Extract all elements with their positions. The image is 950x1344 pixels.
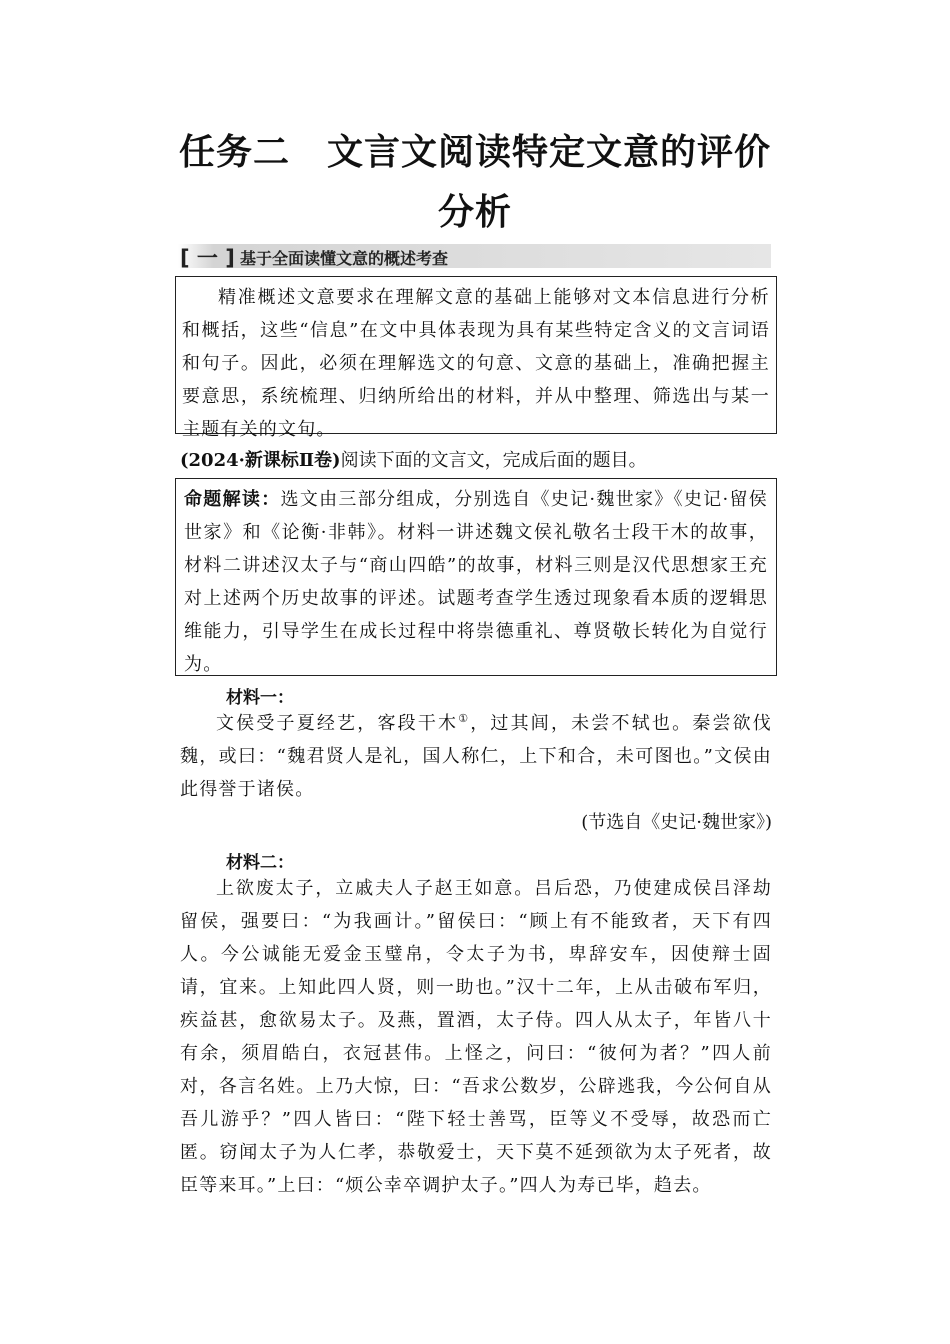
page-title-line2: 分析 bbox=[437, 192, 512, 233]
method-box bbox=[175, 276, 777, 440]
source-tag: (2024·新课标Ⅱ卷) bbox=[180, 450, 341, 471]
section-number: [ 一 ] bbox=[180, 246, 235, 270]
analysis-paragraph bbox=[184, 483, 768, 681]
material1-paragraph bbox=[180, 707, 772, 806]
material2-paragraph: 上欲废太子，立戚夫人子赵王如意。吕后恐，乃使建成侯吕泽劫留侯，强要曰：“为我画计。”留侯曰：“顾上有不能致者，天下有四人。今公诚能无爱金玉璧帛，令太子为书，卑辞安车，因使辩士固请，宜来。上知此四人贤，则一助也。”汉十二年，上从击破布军归，疾益甚，愈欲易太子。及燕，置酒，太子侍。四人从太子，年皆八十有余，须眉皓白，衣冠甚伟。上怪之，问曰：“彼何为者？”四人前对，各言名姓。上乃大惊，曰：“吾求公数岁，公辟逃我，今公何自从吾儿游乎？”四人皆曰：“陛下轻士善骂，臣等义不受辱，故恐而亡匿。窃闻太子为人仁孝，恭敬爱士，天下莫不延颈欲为太子死者，故臣等来耳。”上曰：“烦公幸卒调护太子。”四人为寿已毕，趋去。 bbox=[180, 878, 772, 1196]
material1-text-b: ，过其闾，未尝不轼也。秦尝欲伐魏，或曰：“魏君贤人是礼，国人称仁，上下和合，未可图也。”文侯由此得誉于诸侯。 bbox=[180, 713, 773, 800]
material2-body bbox=[180, 872, 772, 1202]
analysis-label: 命题解读： bbox=[184, 489, 281, 510]
section-label: 基于全面读懂文意的概述考查 bbox=[240, 249, 449, 268]
material1-body bbox=[180, 707, 772, 806]
material1-citation: (节选自《史记·魏世家》) bbox=[581, 812, 772, 833]
source-instruction: 阅读下面的文言文，完成后面的题目。 bbox=[340, 450, 647, 471]
source-line bbox=[180, 446, 647, 472]
material2-heading: 材料二： bbox=[226, 853, 294, 873]
analysis-text: 选文由三部分组成，分别选自《史记·魏世家》《史记·留侯世家》和《论衡·非韩》。材料一讲述魏文侯礼敬名士段干木的故事，材料二讲述汉太子与“商山四皓”的故事，材料三则是汉代思想家王充对上述两个历史故事的评述。试题考查学生透过现象看本质的逻辑思维能力，引导学生在成长过程中将崇德重礼、尊贤敬长转化为自觉行为。 bbox=[184, 489, 769, 675]
method-text: 精准概述文意要求在理解文意的基础上能够对文本信息进行分析和概括，这些“信息”在文中具体表现为具有某些特定含义的文言词语和句子。因此，必须在理解选文的句意、文意的基础上，准确把握主要意思，系统梳理、归纳所给出的材料，并从中整理、筛选出与某一主题有关的文句。 bbox=[182, 287, 770, 440]
material1-text-a: 文侯受子夏经艺，客段干木 bbox=[216, 713, 459, 734]
material1-heading: 材料一： bbox=[226, 688, 294, 708]
analysis-box bbox=[175, 478, 777, 676]
page-title-line1: 任务二 文言文阅读特定文意的评价 bbox=[178, 132, 771, 173]
section-header bbox=[178, 244, 771, 268]
footnote-marker: ① bbox=[458, 712, 471, 725]
